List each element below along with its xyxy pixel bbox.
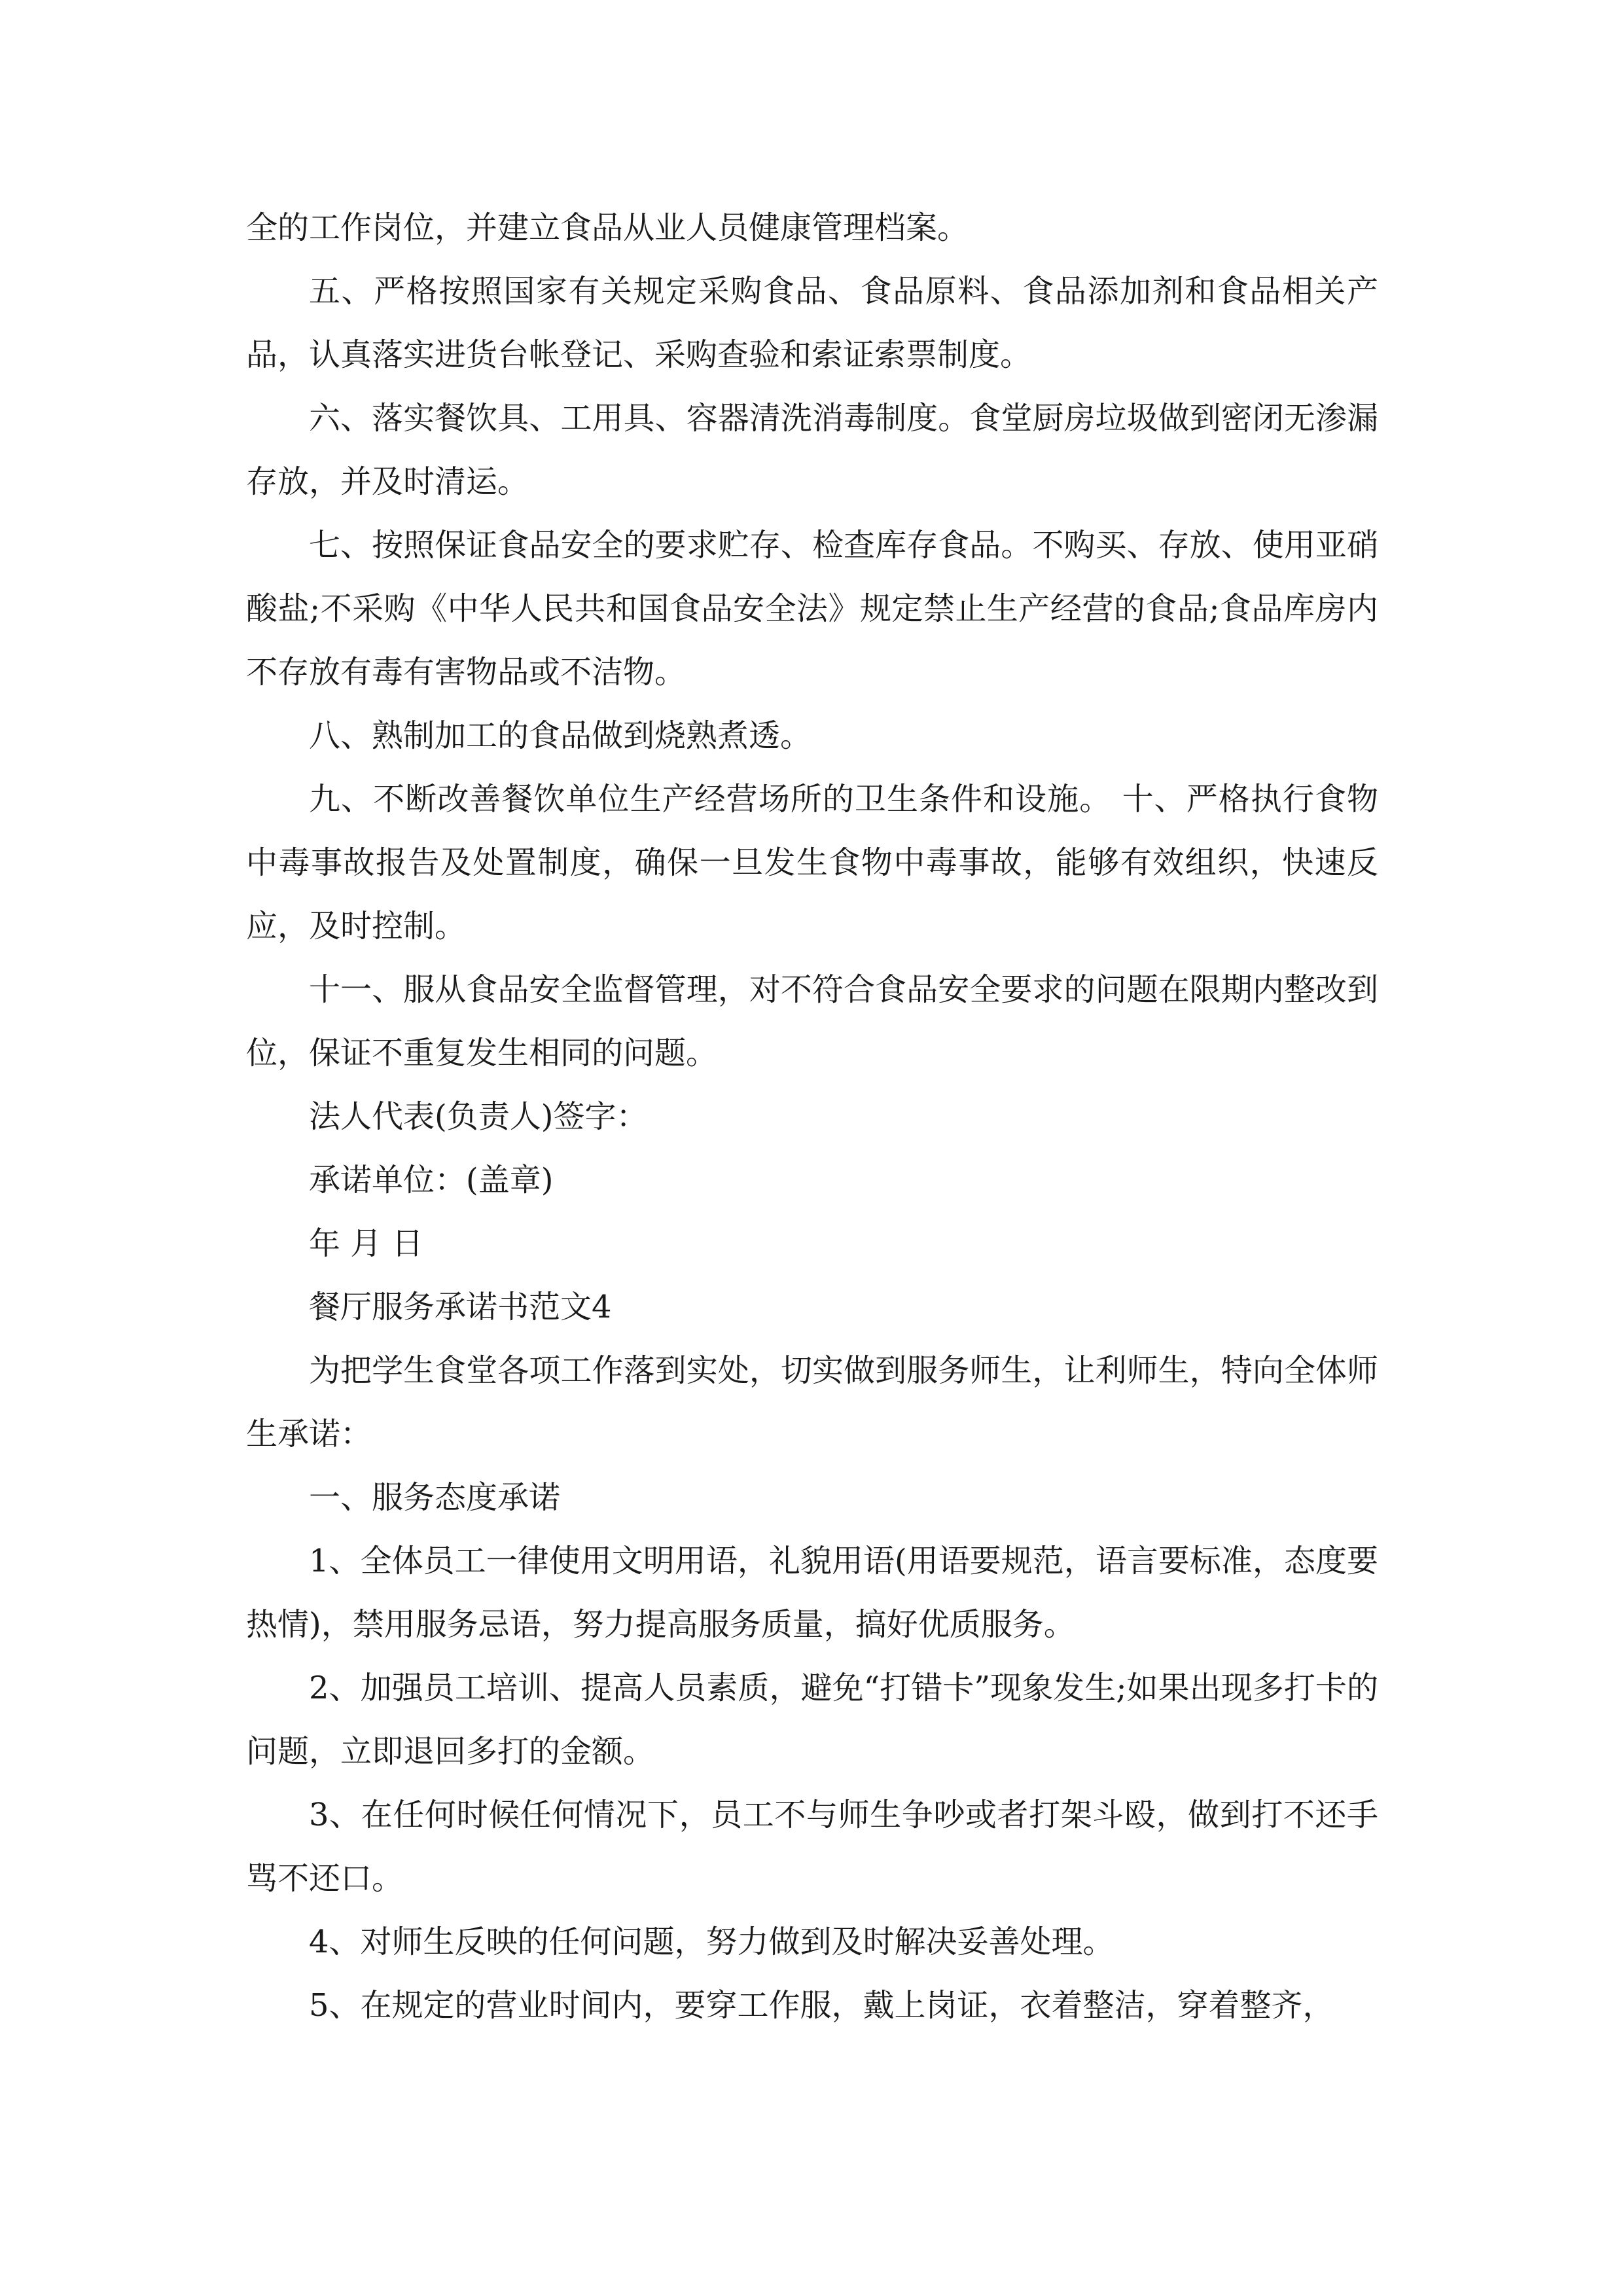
service-item-5: 5、在规定的营业时间内，要穿工作服，戴上岗证，衣着整洁，穿着整齐， xyxy=(309,1987,1334,2024)
document-body xyxy=(246,196,1378,2037)
service-item-4: 4、对师生反映的任何问题，努力做到及时解决妥善处理。 xyxy=(309,1924,1115,1960)
service-item-1: 1、全体员工一律使用文明用语，礼貌用语(用语要规范，语言要标准，态度要热情)，禁用服务忌语，努力提高服务质量，搞好优质服务。 xyxy=(246,1543,1378,1643)
paragraph-continuation: 全的工作岗位，并建立食品从业人员健康管理档案。 xyxy=(246,209,969,246)
subsection-heading: 一、服务态度承诺 xyxy=(309,1479,561,1516)
service-item-2: 2、加强员工培训、提高人员素质，避免“打错卡”现象发生;如果出现多打卡的问题，立即退回多打的金额。 xyxy=(246,1670,1378,1770)
paragraph-item-6: 六、落实餐饮具、工用具、容器清洗消毒制度。食堂厨房垃圾做到密闭无渗漏存放，并及时清运。 xyxy=(246,400,1378,500)
date-line: 年 月 日 xyxy=(309,1225,423,1262)
paragraph-item-11: 十一、服从食品安全监督管理，对不符合食品安全要求的问题在限期内整改到位，保证不重复发生相同的问题。 xyxy=(246,971,1378,1071)
section-title: 餐厅服务承诺书范文4 xyxy=(309,1289,612,1325)
intro-paragraph: 为把学生食堂各项工作落到实处，切实做到服务师生，让利师生，特向全体师生承诺： xyxy=(246,1352,1378,1452)
paragraph-item-5: 五、严格按照国家有关规定采购食品、食品原料、食品添加剂和食品相关产品，认真落实进货台帐登记、采购查验和索证索票制度。 xyxy=(246,273,1378,373)
paragraph-item-9-10: 九、不断改善餐饮单位生产经营场所的卫生条件和设施。 十、严格执行食物中毒事故报告及处置制度，确保一旦发生食物中毒事故，能够有效组织，快速反应，及时控制。 xyxy=(246,781,1378,944)
service-item-3: 3、在任何时候任何情况下，员工不与师生争吵或者打架斗殴，做到打不还手骂不还口。 xyxy=(246,1797,1378,1897)
paragraph-item-8: 八、熟制加工的食品做到烧熟煮透。 xyxy=(309,717,812,754)
committing-unit-line: 承诺单位：(盖章) xyxy=(309,1162,554,1198)
paragraph-item-7: 七、按照保证食品安全的要求贮存、检查库存食品。不购买、存放、使用亚硝酸盐;不采购《中华人民共和国食品安全法》规定禁止生产经营的食品;食品库房内不存放有毒有害物品或不洁物。 xyxy=(246,527,1378,691)
signature-line: 法人代表(负责人)签字： xyxy=(309,1098,648,1135)
